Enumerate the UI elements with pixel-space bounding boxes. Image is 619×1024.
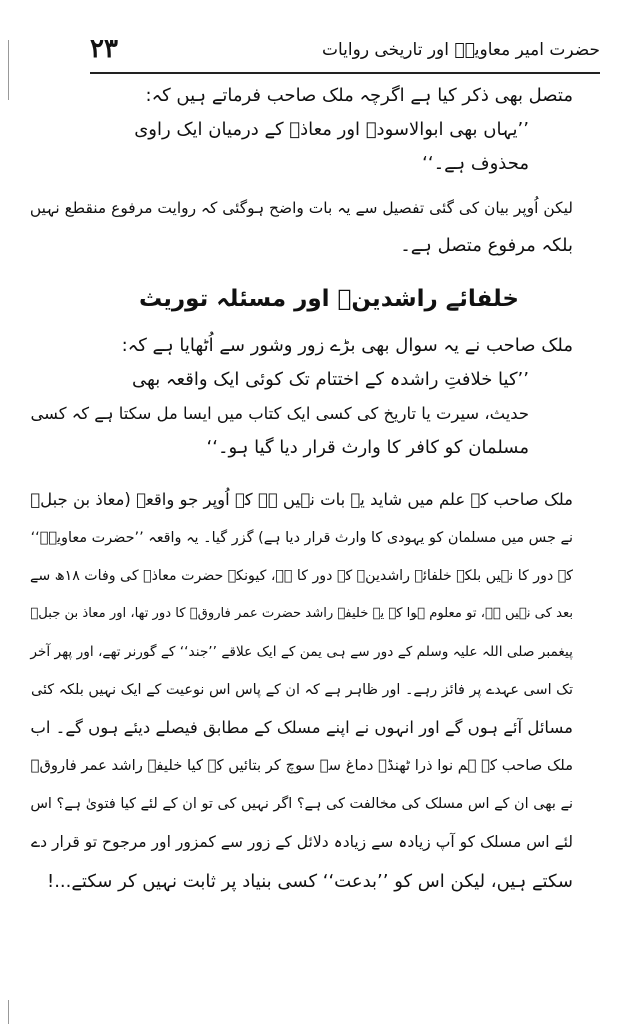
body-line: ملک صاحب کے علم میں شاید یہ بات نہیں ہے کہ اُوپر جو واقعہ (معاذ بن جبلؓ — [30, 490, 573, 509]
body-line: ملک صاحب نے یہ سوال بھی بڑے زور وشور سے اُٹھایا ہے کہ: — [121, 335, 573, 356]
quote-line: ’’کیا خلافتِ راشدہ کے اختتام تک کوئی ایک واقعہ بھی — [131, 369, 529, 390]
page-edge-mark — [8, 40, 9, 100]
body-line: کے دور کا نہیں بلکہ خلفائے راشدینؓ کے دور کا ہے، کیونکہ حضرت معاذؓ کی وفات ۱۸ھ سے — [30, 568, 573, 584]
page-number: ۲۳ — [90, 34, 118, 64]
header-rule — [90, 72, 600, 74]
body-line: سکتے ہیں، لیکن اس کو ’’بدعت‘‘ کسی بنیاد پر ثابت نہیں کر سکتے...! — [46, 871, 573, 892]
quote-line: ’’یہاں بھی ابوالاسودؒ اور معاذؓ کے درمیان ایک راوی — [134, 119, 529, 140]
page-header — [90, 28, 600, 74]
page-edge-mark — [8, 1000, 9, 1024]
body-line: بعد کی نہیں ہے، تو معلوم ہوا کہ یہ خلیفہ راشد حضرت عمر فاروقؓ کا دور تھا، اور معاذ بن جبلؓ — [30, 606, 573, 621]
quote-line: حدیث، سیرت یا تاریخ کی کسی ایک کتاب میں ایسا مل سکتا ہے کہ کسی — [30, 404, 529, 423]
body-line: لئے اس مسلک کو آپ زیادہ سے زیادہ دلائل کے زور سے کمزور اور مرجوح تو قرار دے — [30, 833, 573, 851]
body-line: نے بھی ان کے اس مسلک کی مخالفت کی ہے؟ اگر نہیں کی تو ان کے لئے کیا فتویٰ ہے؟ اس — [30, 796, 573, 812]
quote-line: محذوف ہے۔‘‘ — [422, 153, 529, 174]
body-line: تک اسی عہدے پر فائز رہے۔ اور ظاہر ہے کہ ان کے پاس اس نوعیت کے ایک نہیں بلکہ کئی — [30, 682, 573, 698]
quote-line: مسلمان کو کافر کا وارث قرار دیا گیا ہو۔‘‘ — [206, 437, 529, 458]
body-line: بلکہ مرفوع متصل ہے۔ — [400, 235, 573, 256]
body-line: لیکن اُوپر بیان کی گئی تفصیل سے یہ بات واضح ہوگئی کہ روایت مرفوع منقطع نہیں — [29, 199, 573, 217]
body-line: پیغمبر صلی اللہ علیہ وسلم کے دور سے ہی یمن کے ایک علاقے ’’جند‘‘ کے گورنر تھے، اور پھر آخر — [30, 644, 573, 660]
body-line: ملک صاحب کے ہم نوا ذرا ٹھنڈے دماغ سے سوچ کر بتائیں کہ کیا خلیفہ راشد عمر فاروقؓ — [30, 757, 573, 774]
body-line: نے جس میں مسلمان کو یہودی کا وارث قرار دیا ہے) گزر گیا۔ یہ واقعہ ’’حضرت معاویہؓ‘‘ — [30, 530, 573, 546]
body-line: مسائل آئے ہوں گے اور انہوں نے اپنے مسلک کے مطابق فیصلے دیئے ہوں گے۔ اب — [30, 718, 573, 737]
body-line: متصل بھی ذکر کیا ہے اگرچہ ملک صاحب فرماتے ہیں کہ: — [145, 85, 573, 106]
section-heading: خلفائے راشدینؓ اور مسئلہ توریث — [138, 286, 519, 312]
running-title: حضرت امیر معاویہؓ اور تاریخی روایات — [321, 40, 600, 60]
